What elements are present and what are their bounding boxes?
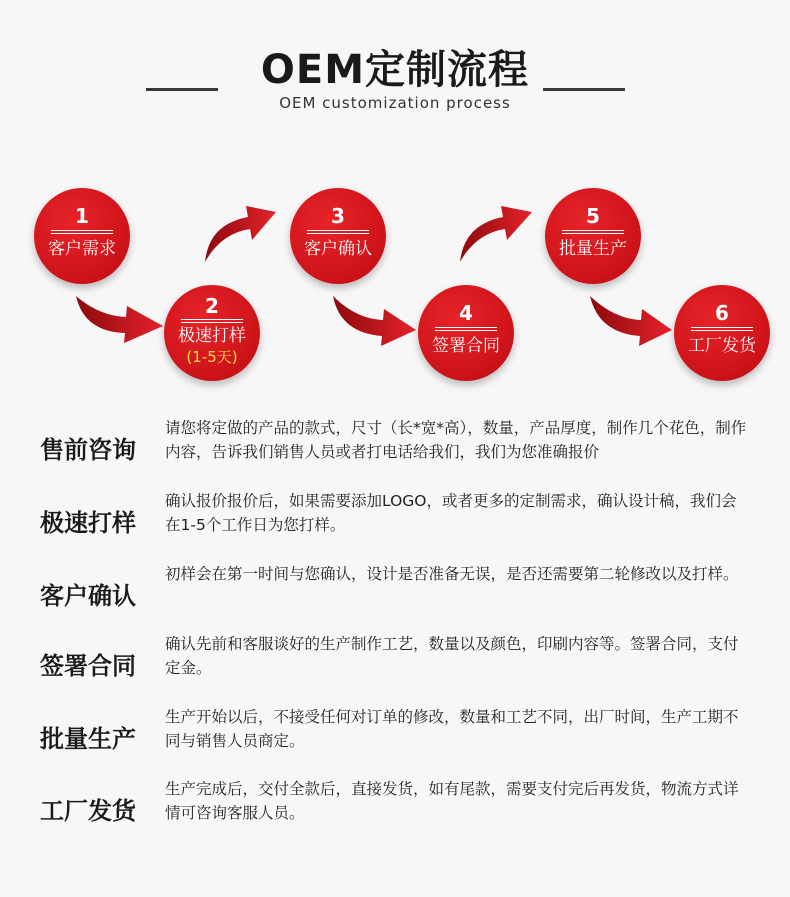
step-detail-row	[0, 632, 790, 704]
flow-step-number: 6	[715, 301, 729, 325]
flow-step-divider	[562, 230, 624, 234]
step-description: 请您将定做的产品的款式，尺寸（长*宽*高），数量，产品厚度，制作几个花色，制作内容，告诉我们销售人员或者打电话给我们，我们为您准确报价	[165, 419, 747, 461]
arrow-1-to-2	[76, 296, 163, 343]
step-title: 批量生产	[40, 725, 136, 753]
process-flow	[0, 150, 790, 400]
step-description: 初样会在第一时间与您确认，设计是否准备无误，是否还需要第二轮修改以及打样。	[165, 565, 739, 583]
step-detail-row	[0, 777, 790, 849]
flow-step-number: 3	[331, 204, 345, 228]
step-description: 生产完成后，交付全款后，直接发货，如有尾款，需要支付完后再发货，物流方式详情可咨询客服人员。	[165, 780, 739, 822]
flow-step-divider	[435, 327, 497, 331]
arrow-4-to-5	[460, 206, 532, 262]
flow-step-divider	[181, 319, 243, 323]
step-detail-row	[0, 489, 790, 561]
flow-step-number: 2	[205, 294, 219, 318]
header	[0, 0, 790, 130]
flow-step-duration: (1-5天)	[186, 348, 238, 366]
step-title: 极速打样	[40, 509, 136, 537]
step-description: 生产开始以后，不接受任何对订单的修改，数量和工艺不同，出厂时间，生产工期不同与销售人员商定。	[165, 708, 739, 750]
flow-arrows	[0, 150, 790, 400]
flow-step-label: 客户确认	[304, 239, 372, 259]
arrow-5-to-6	[590, 296, 672, 346]
step-detail-row	[0, 705, 790, 777]
flow-step-number: 1	[75, 204, 89, 228]
flow-step-label: 极速打样	[178, 326, 246, 346]
step-detail-row	[0, 562, 790, 634]
step-description: 确认先前和客服谈好的生产制作工艺，数量以及颜色，印刷内容等。签署合同，支付定金。	[165, 635, 739, 677]
flow-step-divider	[691, 327, 753, 331]
arrow-3-to-4	[333, 296, 416, 346]
flow-step-label: 批量生产	[559, 239, 627, 259]
page-title: OEM定制流程	[260, 47, 530, 93]
flow-step-6	[674, 285, 770, 381]
flow-step-number: 4	[459, 301, 473, 325]
step-description: 确认报价报价后，如果需要添加LOGO，或者更多的定制需求，确认设计稿，我们会在1-5个工作日为您打样。	[165, 492, 737, 534]
flow-step-5	[545, 188, 641, 284]
flow-step-label: 客户需求	[48, 239, 116, 259]
flow-step-3	[290, 188, 386, 284]
title-divider-right	[543, 88, 625, 91]
step-title: 售前咨询	[40, 436, 136, 464]
page-subtitle: OEM customization process	[279, 94, 511, 112]
flow-step-divider	[307, 230, 369, 234]
flow-step-number: 5	[586, 204, 600, 228]
flow-step-2	[164, 285, 260, 381]
flow-step-1	[34, 188, 130, 284]
step-title: 签署合同	[40, 652, 136, 680]
step-title: 客户确认	[40, 582, 136, 610]
arrow-2-to-3	[205, 206, 276, 262]
step-title: 工厂发货	[40, 797, 136, 825]
flow-step-divider	[51, 230, 113, 234]
flow-step-4	[418, 285, 514, 381]
flow-step-label: 签署合同	[432, 336, 500, 356]
step-detail-row	[0, 416, 790, 488]
flow-step-label: 工厂发货	[688, 336, 756, 356]
